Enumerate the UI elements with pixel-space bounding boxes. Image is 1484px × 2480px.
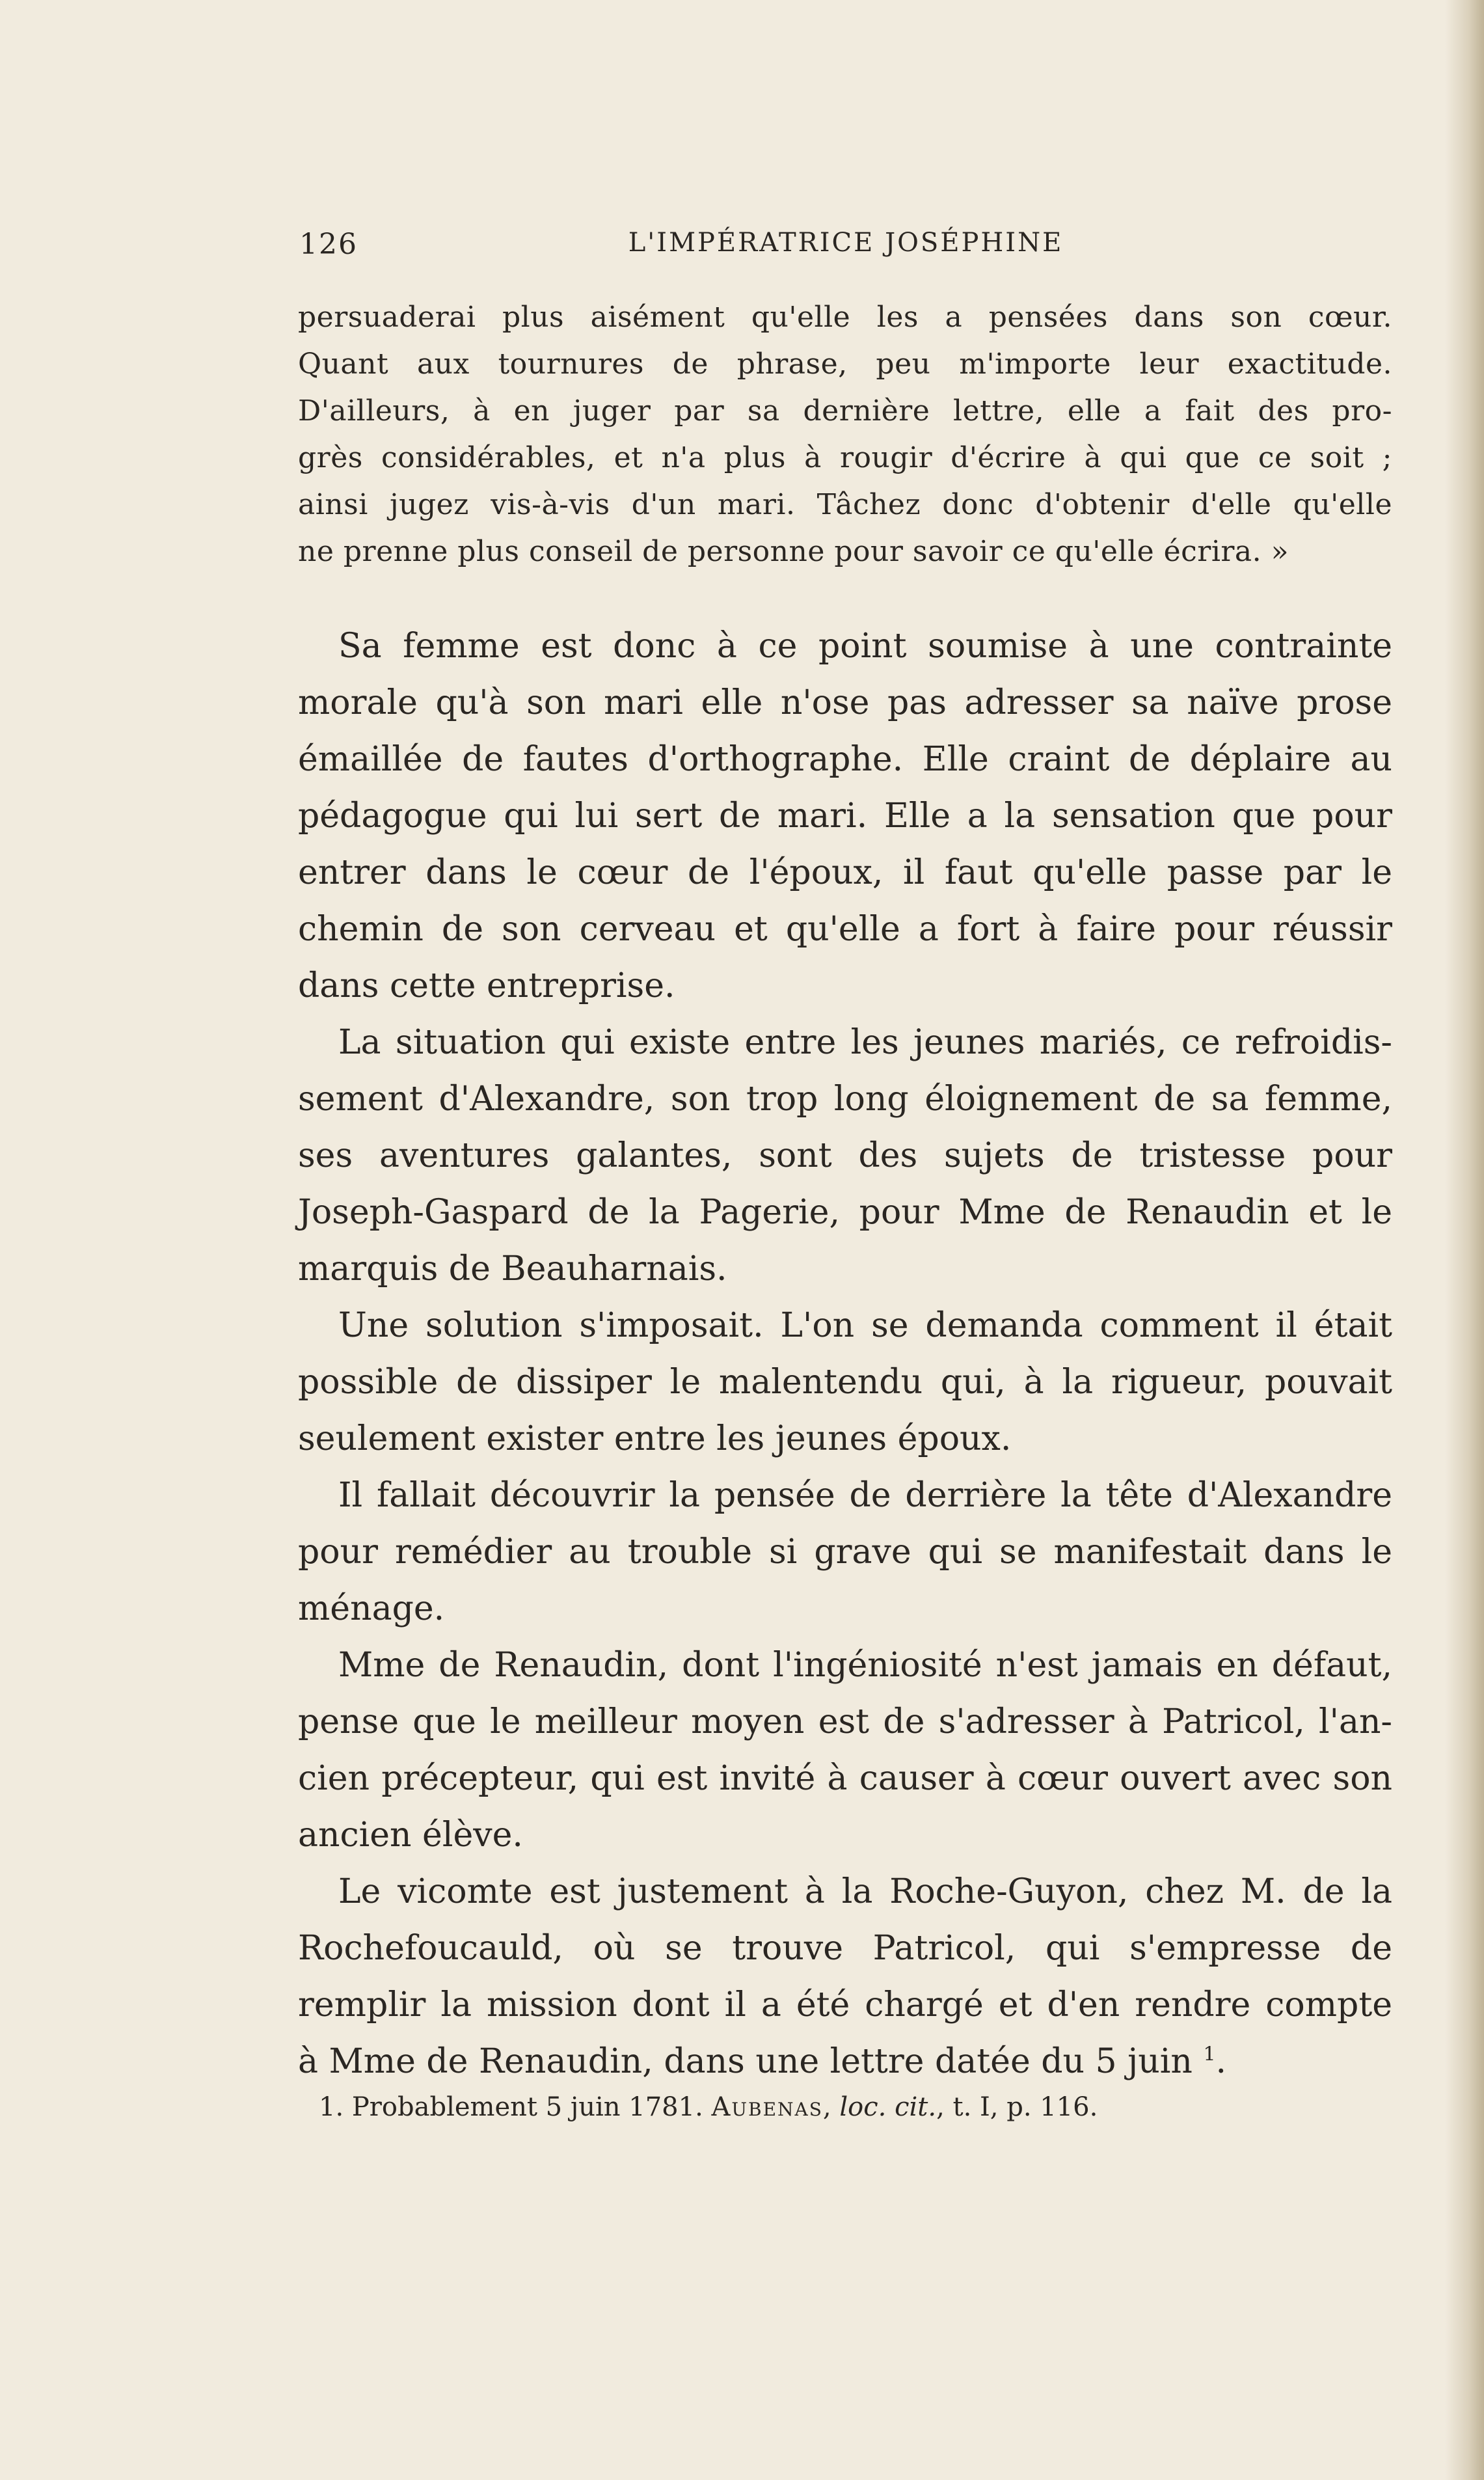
body-line: ancien élève. [298, 1816, 523, 1855]
body-line: Mme de Renaudin, dont l'ingéniosité n'est jamais en défaut, [338, 1646, 1392, 1685]
quoted-letter [298, 294, 1392, 575]
footnote-number: 1. [319, 2092, 344, 2122]
quote-line: ainsi jugez vis-à-vis d'un mari. Tâchez donc d'obtenir d'elle qu'elle [298, 488, 1392, 521]
body-line: Une solution s'imposait. L'on se demanda comment il était [338, 1306, 1392, 1345]
body-line: entrer dans le cœur de l'époux, il faut qu'elle passe par le [298, 853, 1392, 892]
body-line: dans cette entreprise. [298, 966, 675, 1005]
body-line: La situation qui existe entre les jeunes mariés, ce refroidis- [338, 1023, 1392, 1062]
page-number: 126 [299, 228, 358, 261]
body-line: Joseph-Gaspard de la Pagerie, pour Mme de Renaudin et le [298, 1193, 1392, 1232]
body-line: cien précepteur, qui est invité à causer à cœur ouvert avec son [298, 1759, 1392, 1798]
body-line: à Mme de Renaudin, dans une lettre datée du 5 juin [298, 2042, 1193, 2081]
body-line: Sa femme est donc à ce point soumise à une contrainte [338, 627, 1392, 666]
quote-line: Quant aux tournures de phrase, peu m'importe leur exactitude. [298, 347, 1392, 381]
footnote-reference-detail: t. I, p. 116. [952, 2092, 1098, 2122]
body-line: Il fallait découvrir la pensée de derrière la tête d'Alexandre [338, 1476, 1392, 1515]
footnote-citation: loc. cit. [839, 2092, 937, 2122]
body-end-punctuation: . [1215, 2042, 1227, 2081]
running-head [299, 228, 1392, 273]
body-line: ses aventures galantes, sont des sujets de tristesse pour [298, 1136, 1392, 1175]
body-line: seulement exister entre les jeunes époux. [298, 1419, 1012, 1458]
body-line: marquis de Beauharnais. [298, 1249, 727, 1288]
body-line: sement d'Alexandre, son trop long éloignement de sa femme, [298, 1080, 1392, 1119]
body-line: chemin de son cerveau et qu'elle a fort à faire pour réussir [298, 910, 1392, 949]
running-title: L'IMPÉRATRICE JOSÉPHINE [628, 228, 1064, 258]
quote-line: grès considérables, et n'a plus à rougir d'écrire à qui que ce soit ; [298, 441, 1392, 474]
body-line: pour remédier au trouble si grave qui se manifestait dans le [298, 1533, 1392, 1572]
quote-line: D'ailleurs, à en juger par sa dernière lettre, elle a fait des pro- [298, 394, 1392, 428]
footnote-reference: 1 [1203, 2043, 1216, 2066]
footnote: 1. Probablement 5 juin 1781. Aubenas, loc. cit., t. I, p. 116. [319, 2092, 1098, 2122]
body-line-final [298, 2034, 1392, 2090]
body-line: ménage. [298, 1589, 445, 1628]
body-text [298, 618, 1392, 2090]
quote-line: persuaderai plus aisément qu'elle les a pensées dans son cœur. [298, 301, 1392, 334]
body-line: pédagogue qui lui sert de mari. Elle a la sensation que pour [298, 797, 1392, 836]
body-line: remplir la mission dont il a été chargé et d'en rendre compte [298, 1985, 1392, 2024]
body-line: Le vicomte est justement à la Roche-Guyon, chez M. de la [338, 1872, 1392, 1911]
body-line: pense que le meilleur moyen est de s'adresser à Patricol, l'an- [298, 1702, 1392, 1741]
page-edge-shadow [1445, 0, 1484, 2480]
body-line: possible de dissiper le malentendu qui, à la rigueur, pouvait [298, 1363, 1392, 1402]
quote-line: ne prenne plus conseil de personne pour savoir ce qu'elle écrira. » [298, 535, 1289, 568]
footnote-author: Aubenas [711, 2092, 823, 2122]
body-line: Rochefoucauld, où se trouve Patricol, qui s'empresse de [298, 1929, 1392, 1968]
body-line: émaillée de fautes d'orthographe. Elle craint de déplaire au [298, 740, 1392, 779]
footnote-text: Probablement 5 juin 1781. [351, 2092, 703, 2122]
body-line: morale qu'à son mari elle n'ose pas adresser sa naïve prose [298, 683, 1392, 722]
